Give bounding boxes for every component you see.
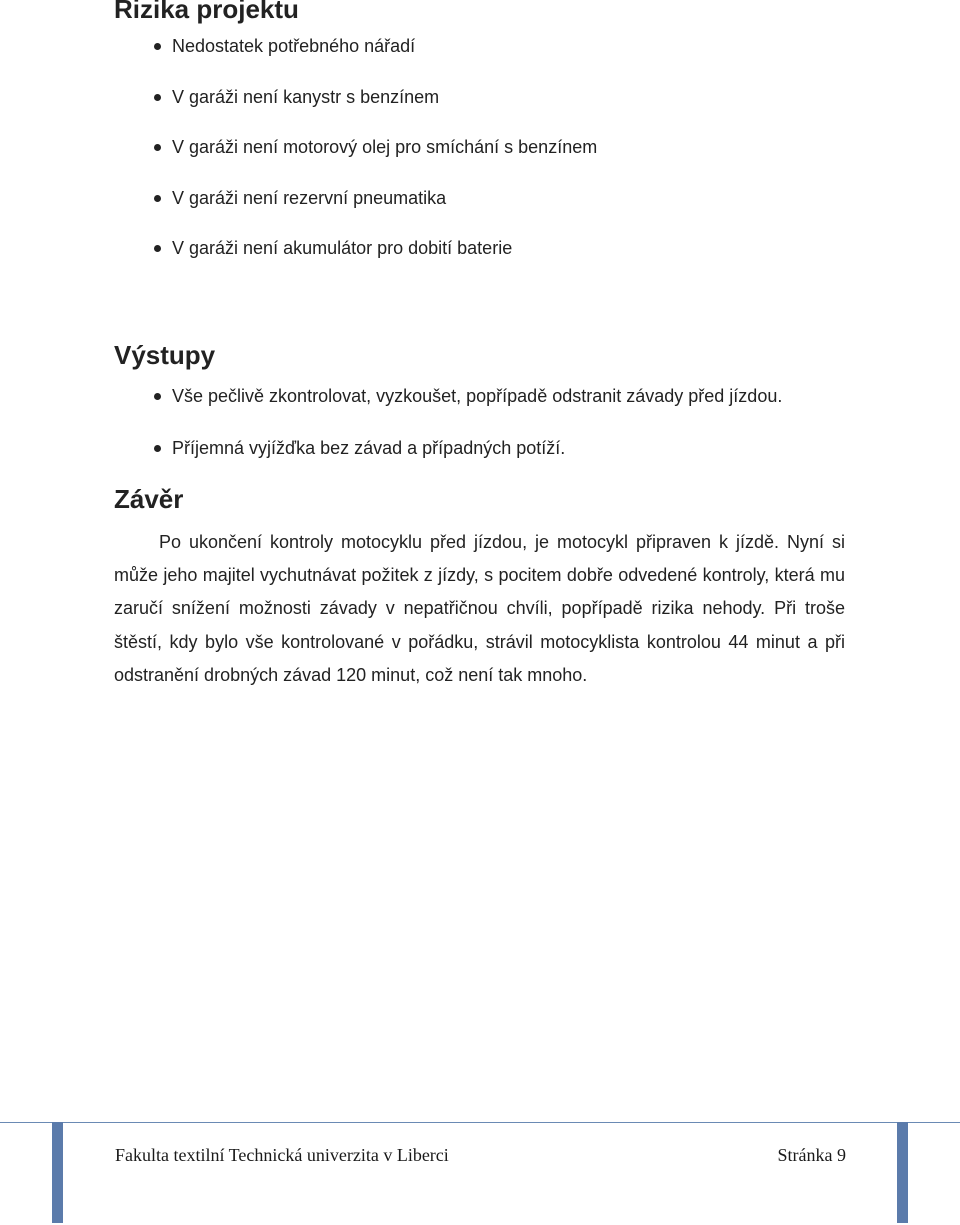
risks-list xyxy=(152,35,597,288)
bullet-icon xyxy=(154,144,161,151)
list-item-text: Vše pečlivě zkontrolovat, vyzkoušet, popřípadě odstranit závady před jízdou. xyxy=(172,386,783,406)
list-item xyxy=(152,86,597,108)
list-item xyxy=(152,237,597,259)
list-item xyxy=(152,187,597,209)
outputs-list xyxy=(152,385,782,489)
list-item xyxy=(152,35,597,57)
conclusion-paragraph: Po ukončení kontroly motocyklu před jízdou, je motocykl připraven k jízdě. Nyní si může jeho majitel vychutnávat požitek z jízdy, s pocitem dobře odvedené kontroly, která mu zaručí snížení možnosti závady v nepatřičnou chvíli, popřípadě rizika nehody. Při troše štěstí, kdy bylo vše kontrolované v pořádku, strávil motocyklista kontrolou 44 minut a při odstranění drobných závad 120 minut, což není tak mnoho. xyxy=(114,532,845,685)
bullet-icon xyxy=(154,94,161,101)
bullet-icon xyxy=(154,195,161,202)
footer-bar-left xyxy=(52,1122,63,1223)
list-item-text: Nedostatek potřebného nářadí xyxy=(172,36,416,56)
footer-rule xyxy=(0,1122,960,1123)
list-item xyxy=(152,385,782,407)
bullet-icon xyxy=(154,245,161,252)
list-item xyxy=(152,136,597,158)
footer-bar-right xyxy=(897,1122,908,1223)
page-footer xyxy=(0,1118,960,1225)
section-heading-risks: Rizika projektu xyxy=(114,0,299,24)
footer-institution: Fakulta textilní Technická univerzita v Liberci xyxy=(115,1145,449,1165)
section-heading-outputs: Výstupy xyxy=(114,340,216,370)
bullet-icon xyxy=(154,393,161,400)
list-item-text: V garáži není kanystr s benzínem xyxy=(172,86,440,107)
list-item xyxy=(152,437,782,459)
section-heading-conclusion: Závěr xyxy=(114,484,184,514)
page-number: Stránka 9 xyxy=(777,1145,846,1165)
bullet-icon xyxy=(154,445,161,452)
list-item-text: Příjemná vyjížďka bez závad a případných potíží. xyxy=(172,438,566,458)
bullet-icon xyxy=(154,43,161,50)
list-item-text: V garáži není motorový olej pro smíchání s benzínem xyxy=(172,137,598,157)
list-item-text: V garáži není rezervní pneumatika xyxy=(172,187,447,208)
list-item-text: V garáži není akumulátor pro dobití baterie xyxy=(172,238,513,258)
